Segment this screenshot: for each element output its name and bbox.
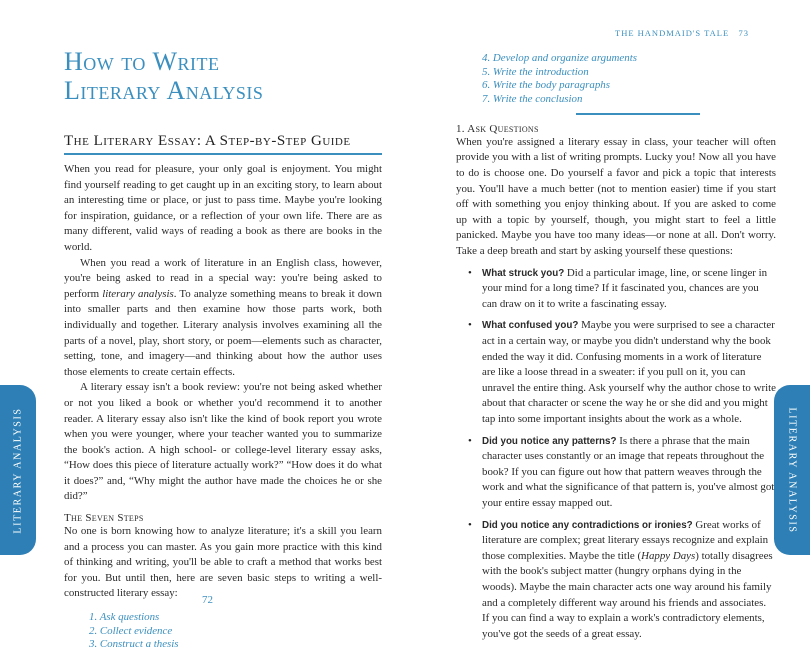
question-lead: Did you notice any contradictions or ironies? [482, 519, 693, 531]
emphasis-text: literary analysis [102, 287, 174, 300]
text-span: When you read a work of literature in an English class, however, you're being asked to read in a special way: you're being asked to perform [64, 256, 382, 300]
question-text: Great works of literature are complex; great literary essays recognize and explain those complexities. Maybe the title ( [482, 518, 769, 562]
question-lead: What confused you? [482, 320, 579, 332]
step-item: 5. Write the introduction [482, 65, 589, 78]
question-list [456, 266, 776, 643]
subtitle-rule [64, 153, 382, 155]
steps-rule [576, 113, 700, 115]
question-item [456, 266, 776, 313]
question-item [456, 518, 776, 643]
left-column [64, 162, 382, 652]
title-line-2: Literary Analysis [64, 76, 264, 105]
text-span: . To analyze something means to break it down into smaller parts and then examine how those parts work, both individually and together. Literary analysis involves examining all the parts of a novel, play, short story, or poem—elements such as character, setting, tone, and imagery—and thinking about how the author uses those elements to create certain effects. [64, 287, 382, 378]
book-title: THE HANDMAID'S TALE [615, 28, 730, 38]
question-lead: Did you notice any patterns? [482, 435, 617, 447]
step-item: 2. Collect evidence [89, 624, 173, 637]
step-item: 3. Construct a thesis [89, 638, 179, 651]
analysis-paragraph [64, 256, 382, 381]
question-text: Is there a phrase that the main character uses constantly or an image that repeats throughout the book? If you can figure out how that pattern weaves through the work and what the significance of that pattern is, you've almost got your entire essay mapped out. [482, 434, 775, 509]
right-column [456, 52, 776, 648]
question-text: Maybe you were surprised to see a character act in a certain way, or maybe you didn't understand why the book ended the way it did. Confusing moments in a work of literature are like a loose thread in a sweater: if you pull on it, you can unravel the entire thing. Ask yourself why the author chose to write about that character or scene the way he or she did and you might tap into some important insights about the work as a whole. [482, 319, 776, 425]
step-item: 1. Ask questions [89, 611, 160, 624]
ask-questions-heading: 1. Ask Questions [456, 122, 539, 135]
intro-paragraph: When you read for pleasure, your only goal is enjoyment. You might find yourself reading to get caught up in an exciting story, to learn about an interesting time or place, or just to pass time. Maybe you're looking for inspiration, guidance, or a reflection of your own life. There are as many different, valid ways of reading a book as there are books in the world. [64, 163, 382, 253]
side-tab-label: LITERARY ANALYSIS [786, 406, 798, 534]
steps-list-right [482, 52, 776, 106]
ask-questions-paragraph: When you're assigned a literary essay in class, your teacher will often provide you with a list of writing prompts. Lucky you! Now all you have to do is choose one. Do yourself a favor and pick a topic that interests you. You'll have a much better (not to mention easier) time if you start off with something you enjoy thinking about. If you are asked to come up with a topic by yourself, though, you might start to feel a little panicked. Maybe you have too many ideas—or none at all. Don't worry. Take a deep breath and start by asking yourself these questions: [456, 135, 776, 258]
running-header [615, 28, 749, 38]
step-item: 7. Write the conclusion [482, 92, 583, 105]
question-item [456, 318, 776, 427]
step-item: 4. Develop and organize arguments [482, 52, 637, 64]
question-text: ) totally disagrees with the book's subject matter (hungry orphans dying in the woods). Maybe the main character acts one way around his family and a completely different way around his friends and associates. If you can find a way to explain a work's contradictory elements, you've got the seeds of a great essay. [482, 549, 773, 640]
question-text: Did a particular image, line, or scene linger in your mind for a long time? If it fascinated you, chances are you can draw on it to write a fascinating essay. [482, 266, 768, 310]
page-number-left: 72 [202, 594, 213, 606]
emphasis-text: Happy Days [641, 549, 696, 562]
steps-list-left [89, 611, 382, 652]
question-item [456, 434, 776, 512]
side-tab-right [774, 385, 810, 555]
page-title [64, 47, 263, 105]
seven-steps-heading: The Seven Steps [64, 512, 144, 525]
seven-steps-paragraph: No one is born knowing how to analyze literature; it's a skill you learn and a process you can master. As you gain more practice with this kind of thinking and writing, you'll be able to craft a method that works best for you. But until then, here are seven basic steps to writing a well-constructed literary essay: [64, 525, 382, 600]
essay-paragraph: A literary essay isn't a book review: you're not being asked whether or not you liked a book or whether you'd recommend it to another reader. A literary essay also isn't like the kind of book report you wrote when you were younger, where your teacher wanted you to summarize the book's action. A high school- or college-level literary essay asks, “How does this piece of literature actually work?” “How does it do what it does?” and, “Why might the author have made the choices he or she did?” [64, 381, 382, 503]
side-tab-label: LITERARY ANALYSIS [12, 406, 24, 534]
step-item: 6. Write the body paragraphs [482, 79, 610, 92]
question-lead: What struck you? [482, 267, 565, 279]
title-line-1: How to Write [64, 47, 220, 76]
page-number-right: 73 [738, 28, 750, 38]
section-subtitle: The Literary Essay: A Step-by-Step Guide [64, 133, 351, 149]
side-tab-left [0, 385, 36, 555]
